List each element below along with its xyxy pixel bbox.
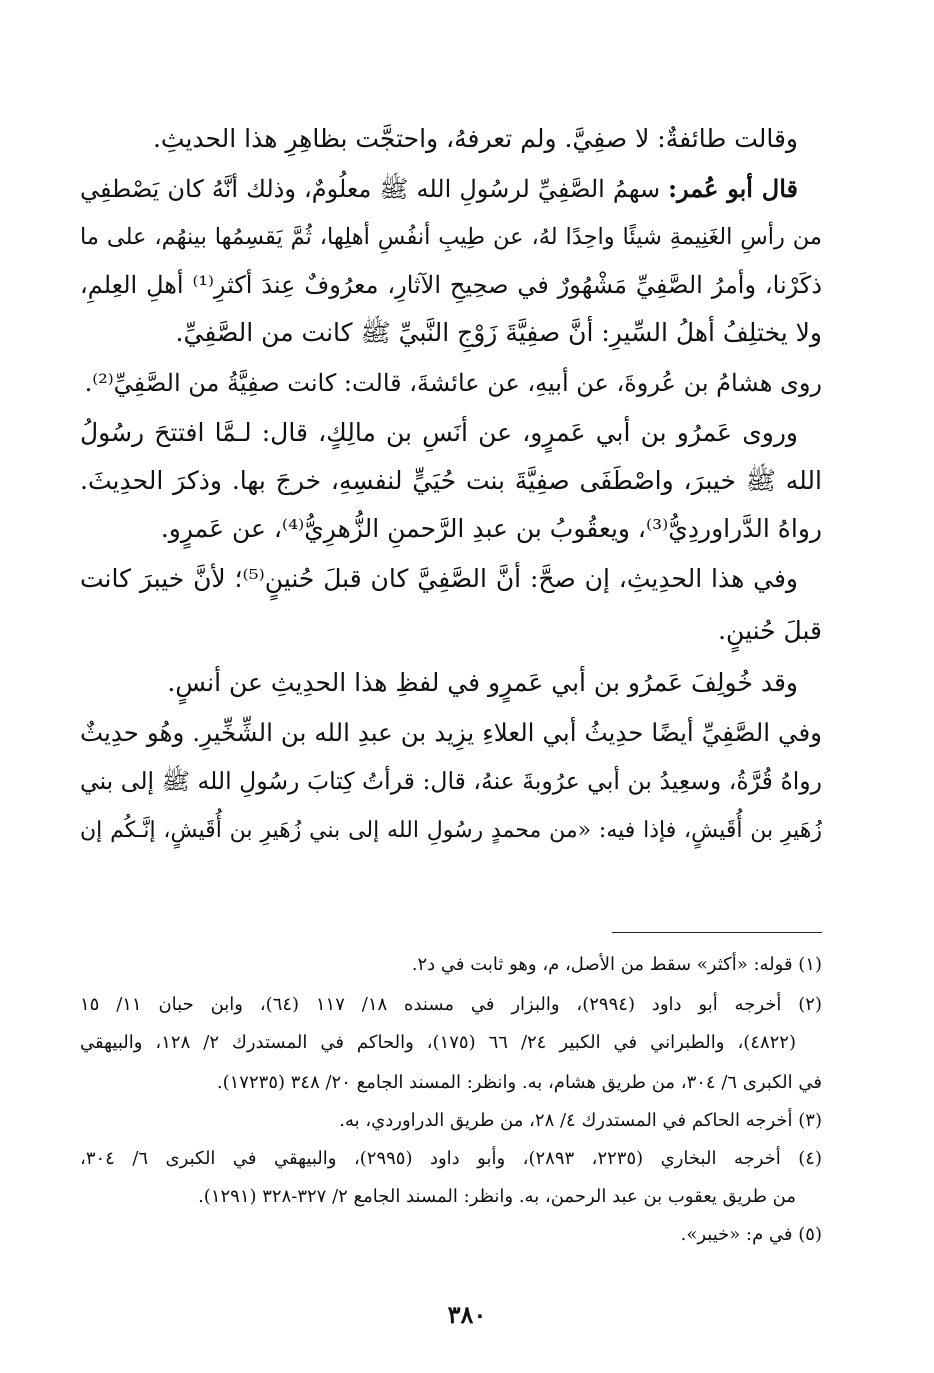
body-line: وروى عَمرُو بن أبي عَمرٍو، عن أنَسِ بن مالِكٍ، قال: لـمَّا افتتحَ رسُولُ: [80, 418, 798, 447]
footnote: (٢) أخرجه أبو داود (٢٩٩٤)، والبزار في مسنده ١٨/ ١١٧ (٦٤)، وابن حبان ١١/ ١٥: [80, 994, 822, 1015]
footnote-continuation: من طريق يعقوب بن عبد الرحمن، به. وانظر: المسند الجامع ٢/ ٣٢٧-٣٢٨ (١٢٩١).: [198, 1186, 796, 1207]
footnote: (٣) أخرجه الحاكم في المستدرك ٤/ ٢٨، من طريق الدراوردي، به.: [339, 1110, 822, 1131]
footnote-continuation: (٤٨٢٢)، والطبراني في الكبير ٢٤/ ٦٦ (١٧٥)، والحاكم في المستدرك ٢/ ١٢٨، والبيهقي: [80, 1032, 796, 1053]
page-number: ٣٨٠: [447, 1300, 487, 1329]
footnote: (١) قوله: «أكثر» سقط من الأصل، م، وهو ثابت في د٢.: [411, 954, 822, 975]
footnote-separator: [612, 932, 822, 933]
body-line: زُهَيرِ بن أُقَيشٍ، فإذا فيه: «من محمدٍ رسُولِ الله إلى بني زُهَيرِ بن أُقَيشٍ، إنَّـكُم إن: [80, 818, 822, 843]
body-line: وقد خُولِفَ عَمرُو بن أبي عَمرٍو في لفظِ هذا الحدِيثِ عن أنسٍ.: [167, 668, 798, 697]
footnote-continuation: في الكبرى ٦/ ٣٠٤، من طريق هشام، به. وانظر: المسند الجامع ٢٠/ ٣٤٨ (١٧٢٣٥).: [216, 1072, 822, 1093]
body-line: ذكَرْنا، وأمرُ الصَّفِيِّ مَشْهُورٌ في صحِيحِ الآثارِ، معرُوفٌ عِندَ أكثرِ⁽¹⁾ أهلِ العِلمِ،: [80, 271, 823, 299]
speaker-label: قال أبو عُمر:: [668, 174, 798, 203]
body-line: من رأسِ الغَنِيمةِ شيئًا واحِدًا لهُ، عن طِيبِ أنفُسِ أهلِها، ثُمَّ يَقسِمُها بينهُم، على ما: [80, 224, 822, 250]
body-line: [80, 170, 798, 208]
footnote: (٤) أخرجه البخاري (٢٢٣٥، ٢٨٩٣)، وأبو داود (٢٩٩٥)، والبيهقي في الكبرى ٦/ ٣٠٤،: [80, 1148, 822, 1169]
body-line: ولا يختلِفُ أهلُ السِّيرِ: أنَّ صفِيَّةَ زَوْجِ النَّبيِّ ﷺ كانت من الصَّفِيِّ.: [175, 318, 822, 347]
body-line: قبلَ حُنينٍ.: [718, 616, 822, 645]
body-line: رواهُ الدَّراوردِيُّ⁽³⁾، ويعقُوبُ بن عبدِ الرَّحمنِ الزُّهرِيُّ⁽⁴⁾، عن عَمرٍو.: [160, 514, 822, 543]
footnote: (٥) في م: «خيبر».: [680, 1224, 822, 1245]
body-line: روى هشامُ بن عُروةَ، عن أبيهِ، عن عائشةَ، قالت: كانت صفِيَّةُ من الصَّفِيِّ⁽²⁾.: [84, 369, 822, 397]
body-line: رواهُ قُرَّةُ، وسعِيدُ بن أبي عرُوبةَ عنهُ، قال: قرأتُ كِتابَ رسُولِ الله ﷺ إلى بني: [80, 767, 822, 795]
body-line: وفي هذا الحدِيثِ، إن صحَّ: أنَّ الصَّفِيَّ كان قبلَ حُنينٍ⁽⁵⁾؛ لأنَّ خيبرَ كانت: [80, 564, 798, 593]
body-line: وقالت طائفةٌ: لا صفِيَّ. ولم تعرفهُ، واحتجَّت بظاهِرِ هذا الحديثِ.: [152, 124, 798, 153]
body-line-text: سهمُ الصَّفِيِّ لرسُولِ الله ﷺ معلُومٌ، وذلك أنَّهُ كان يَصْطفِي: [80, 175, 661, 203]
body-line: الله ﷺ خيبرَ، واصْطَفَى صفِيَّةَ بنت حُيَيٍّ لنفسِهِ، خرجَ بها. وذكرَ الحدِيثَ.: [80, 466, 822, 495]
body-line: وفي الصَّفِيِّ أيضًا حدِيثُ أبي العلاءِ يزِيد بن عبدِ الله بن الشِّخِّيرِ. وهُو حدِيثٌ: [80, 718, 822, 747]
page-body: [80, 100, 822, 1340]
